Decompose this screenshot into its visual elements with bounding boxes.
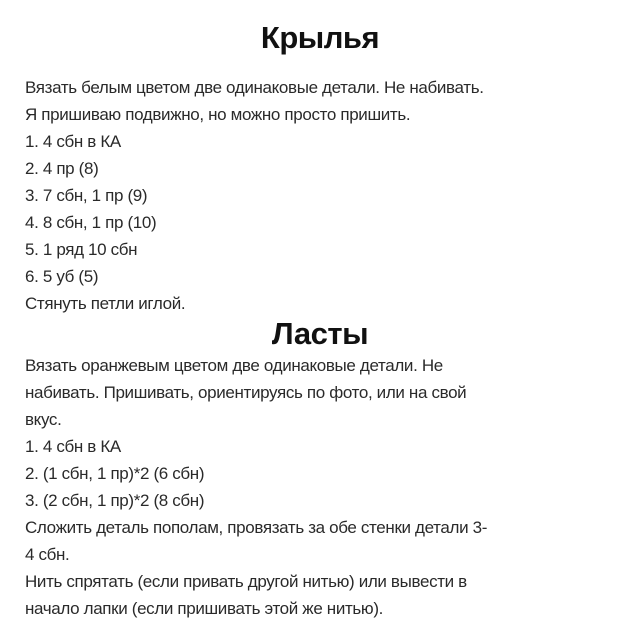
text-line: набивать. Пришивать, ориентируясь по фото, или на свой bbox=[25, 383, 467, 402]
text-line: 4 сбн. bbox=[25, 545, 70, 564]
wings-instructions bbox=[25, 74, 625, 317]
text-line: 6. 5 уб (5) bbox=[25, 267, 99, 286]
text-line: Вязать белым цветом две одинаковые детали. Не набивать. bbox=[25, 78, 484, 97]
text-line: 2. (1 сбн, 1 пр)*2 (6 сбн) bbox=[25, 464, 205, 483]
flippers-instructions bbox=[25, 352, 625, 622]
text-line: Нить спрятать (если привать другой нитью) или вывести в bbox=[25, 572, 467, 591]
text-line: 1. 4 сбн в КА bbox=[25, 437, 121, 456]
text-line: 3. 7 сбн, 1 пр (9) bbox=[25, 186, 148, 205]
text-line: Вязать оранжевым цветом две одинаковые детали. Не bbox=[25, 356, 443, 375]
section-title-wings: Крылья bbox=[260, 20, 380, 55]
text-line: 1. 4 сбн в КА bbox=[25, 132, 121, 151]
text-line: Стянуть петли иглой. bbox=[25, 294, 186, 313]
text-line: 5. 1 ряд 10 сбн bbox=[25, 240, 138, 259]
text-line: вкус. bbox=[25, 410, 62, 429]
text-line: Сложить деталь пополам, провязать за обе стенки детали 3- bbox=[25, 518, 488, 537]
section-title-flippers: Ласты bbox=[271, 316, 369, 351]
text-line: 3. (2 сбн, 1 пр)*2 (8 сбн) bbox=[25, 491, 205, 510]
text-line: начало лапки (если пришивать этой же нитью). bbox=[25, 599, 384, 618]
text-line: Я пришиваю подвижно, но можно просто пришить. bbox=[25, 105, 411, 124]
text-line: 2. 4 пр (8) bbox=[25, 159, 99, 178]
text-line: 4. 8 сбн, 1 пр (10) bbox=[25, 213, 157, 232]
